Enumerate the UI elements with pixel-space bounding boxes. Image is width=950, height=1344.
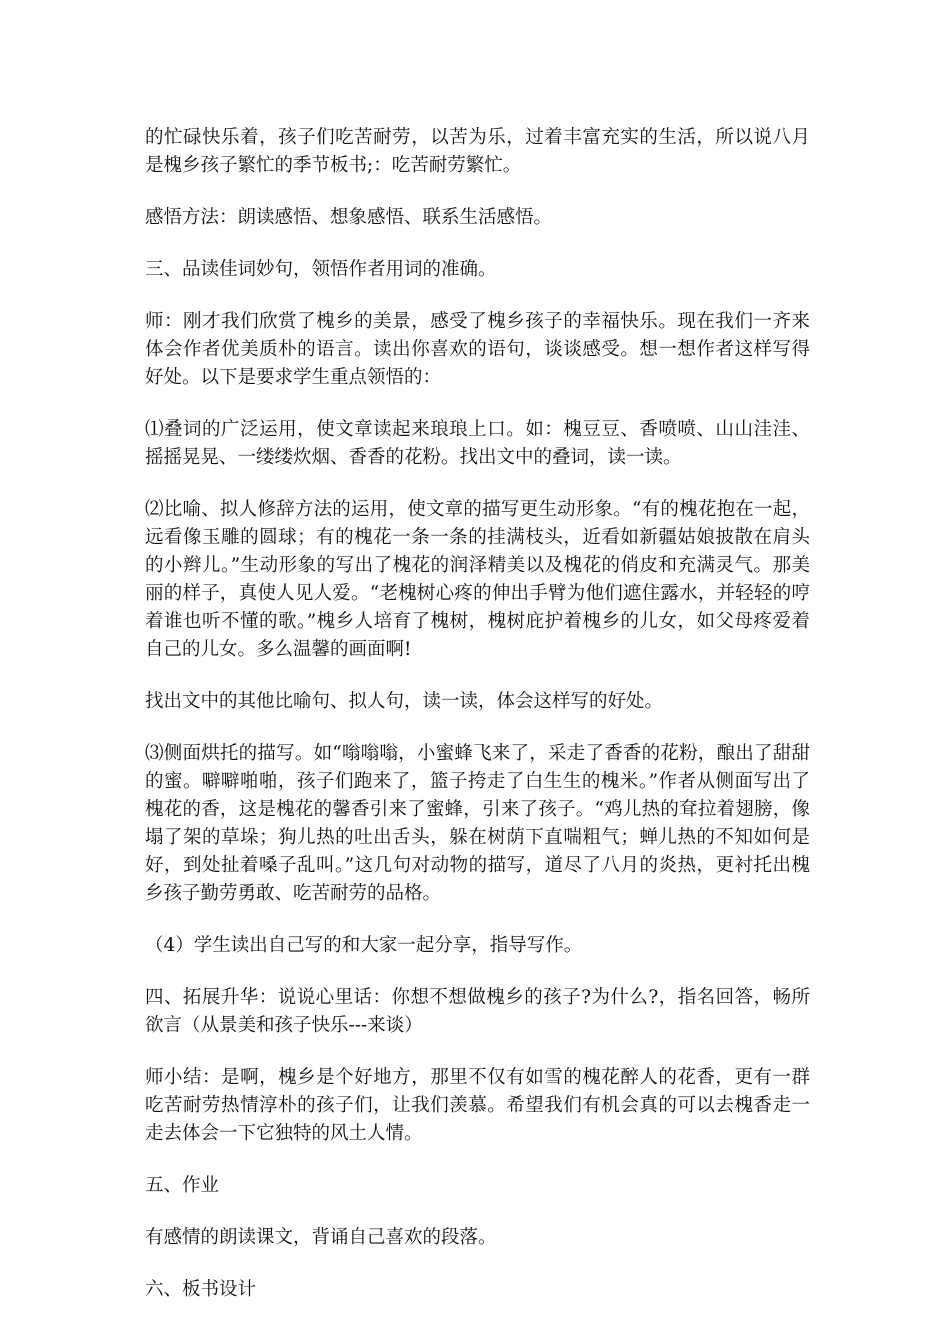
- section-heading-six: 六、板书设计: [145, 1279, 257, 1300]
- section-heading-three: 三、品读佳词妙句，领悟作者用词的准确。: [145, 259, 497, 280]
- document-body: [145, 124, 810, 1328]
- paragraph-point-3: ⑶侧面烘托的描写。如“嗡嗡嗡，小蜜蜂飞来了，采走了香香的花粉，酿出了甜甜的蜜。噼噼啪啪，孩子们跑来了，篮子挎走了白生生的槐米。”作者从侧面写出了槐花的香，这是槐花的馨香引来了蜜蜂，引来了孩子。“鸡儿热的耷拉着翅膀，像塌了架的草垛；狗儿热的吐出舌头，躲在树荫下直喘粗气；蝉儿热的不知如何是好，到处扯着嗓子乱叫。”这几句对动物的描写，道尽了八月的炎热，更衬托出槐乡孩子勤劳勇敢、吃苦耐劳的品格。: [145, 743, 810, 904]
- paragraph-teacher-summary: 师小结：是啊，槐乡是个好地方，那里不仅有如雪的槐花醉人的花香，更有一群吃苦耐劳热情淳朴的孩子们，让我们羡慕。希望我们有机会真的可以去槐香走一走去体会一下它独特的风土人情。: [145, 1067, 810, 1144]
- paragraph-summary-continued: 的忙碌快乐着，孩子们吃苦耐劳，以苦为乐，过着丰富充实的生活，所以说八月是槐乡孩子繁忙的季节板书;：吃苦耐劳繁忙。: [145, 127, 810, 176]
- paragraph-find-metaphors: 找出文中的其他比喻句、拟人句，读一读，体会这样写的好处。: [145, 691, 664, 712]
- paragraph-teacher-intro: 师：刚才我们欣赏了槐乡的美景，感受了槐乡孩子的幸福快乐。现在我们一齐来体会作者优美质朴的语言。读出你喜欢的语句，谈谈感受。想一想作者这样写得好处。以下是要求学生重点领悟的：: [145, 311, 810, 388]
- section-heading-five: 五、作业: [145, 1175, 220, 1196]
- paragraph-point-2: ⑵比喻、拟人修辞方法的运用，使文章的描写更生动形象。“有的槐花抱在一起，远看像玉雕的圆球；有的槐花一条一条的挂满枝头，近看如新疆姑娘披散在肩头的小辫儿。”生动形象的写出了槐花的润泽精美以及槐花的俏皮和充满灵气。那美丽的样子，真使人见人爱。“老槐树心疼的伸出手臂为他们遮住露水，并轻轻的哼着谁也听不懂的歌。”槐乡人培育了槐树，槐树庇护着槐乡的儿女，如父母疼爱着自己的儿女。多么温馨的画面啊!: [145, 499, 810, 660]
- section-heading-four: 四、拓展升华：说说心里话：你想不想做槐乡的孩子?为什么?，指名回答，畅所欲言（从景美和孩子快乐---来谈）: [145, 987, 810, 1036]
- paragraph-point-4: （4）学生读出自己写的和大家一起分享，指导写作。: [145, 935, 583, 956]
- paragraph-homework: 有感情的朗读课文，背诵自己喜欢的段落。: [145, 1227, 497, 1248]
- paragraph-point-1: ⑴叠词的广泛运用，使文章读起来琅琅上口。如：槐豆豆、香喷喷、山山洼洼、摇摇晃晃、一缕缕炊烟、香香的花粉。找出文中的叠词，读一读。: [145, 419, 810, 468]
- paragraph-method: 感悟方法：朗读感悟、想象感悟、联系生活感悟。: [145, 207, 553, 228]
